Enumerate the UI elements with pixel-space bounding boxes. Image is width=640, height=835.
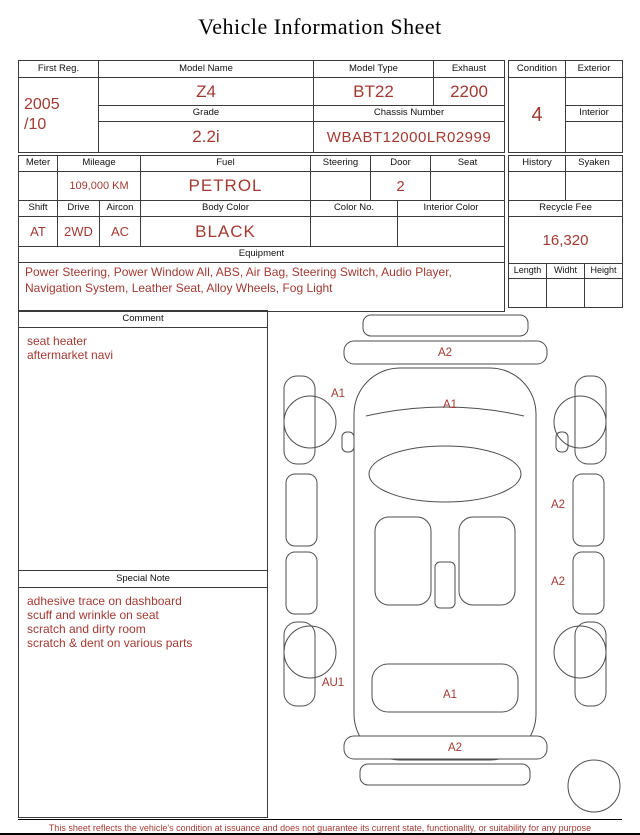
special-note-content [19,588,267,817]
registration-table [18,60,505,153]
car-top-view [272,312,638,817]
aircon-value: AC [100,217,141,247]
width-label: Widht [547,264,585,279]
steering-label: Steering [311,156,371,172]
history-block [508,155,623,308]
history-label: History [509,156,566,172]
fuel-label: Fuel [141,156,311,172]
seat-value-cell [431,172,505,201]
exterior-value-cell [566,78,623,106]
left-rear-fender-shape [284,622,315,706]
spare-tire-shape [568,760,620,812]
width-value-cell [547,279,585,308]
right-rear-fender-shape [575,622,606,706]
left-seat-shape [375,517,431,605]
special-note-header: Special Note [19,570,267,588]
chassis-number-value: WBABT12000LR02999 [314,122,505,153]
body-color-value: BLACK [141,217,311,247]
equipment-value: Power Steering, Power Window All, ABS, Air Bag, Steering Switch, Audio Player, Navigation System, Leather Seat, Alloy Wheels, Fog Light [19,263,505,312]
fuel-value: PETROL [141,172,311,201]
special-note-line: scuff and wrinkle on seat [27,608,159,623]
model-name-label: Model Name [99,61,314,78]
color-no-value-cell [311,217,398,247]
exhaust-label: Exhaust [434,61,505,78]
drive-label: Drive [58,201,100,217]
first-reg-value [19,78,99,153]
length-label: Length [509,264,547,279]
exterior-label: Exterior [566,61,623,78]
equipment-label: Equipment [19,247,505,263]
door-value: 2 [371,172,431,201]
special-note-line: scratch and dirty room [27,622,146,637]
comment-header: Comment [19,311,267,328]
damage-label: A2 [550,499,566,511]
special-note-line: scratch & dent on various parts [27,636,193,651]
right-front-door-shape [573,474,604,546]
recycle-fee-table [508,200,623,264]
left-rear-door-shape [286,552,317,614]
comment-content [19,328,267,570]
color-no-label: Color No. [311,201,398,217]
first-reg-label: First Reg. [19,61,99,78]
damage-label: A1 [442,399,458,411]
grade-value: 2.2i [99,122,314,153]
damage-label: A1 [330,388,346,400]
shift-value: AT [19,217,58,247]
syaken-value-cell [566,172,623,201]
model-name-value: Z4 [99,78,314,106]
damage-label: A1 [442,689,458,701]
condition-label: Condition [509,61,566,78]
interior-label: Interior [566,106,623,122]
interior-color-label: Interior Color [398,201,505,217]
height-value-cell [585,279,623,308]
damage-label: AU1 [321,677,345,689]
meter-label: Meter [19,156,58,172]
left-front-door-shape [286,474,317,546]
details-row1-table [18,155,505,201]
steering-value-cell [311,172,371,201]
grade-label: Grade [99,106,314,122]
front-roof-strip-shape [363,315,528,336]
comment-line: seat heater [27,334,88,348]
rear-trim-strip-shape [360,764,530,785]
windshield-shape [369,446,521,502]
rear-bumper-shape [344,736,547,759]
left-mirror-shape [342,432,354,452]
chassis-number-label: Chassis Number [314,106,505,122]
shift-label: Shift [19,201,58,217]
condition-table [508,60,623,153]
history-value-cell [509,172,566,201]
recycle-fee-label: Recycle Fee [509,201,623,217]
comment-box [18,310,268,818]
condition-value: 4 [509,78,566,153]
disclaimer-text: This sheet reflects the vehicle's condition at issuance and does not guarantee its current state, functionality, or suitability for any purpose [18,819,622,833]
recycle-fee-value: 16,320 [509,217,623,264]
first-reg-month: /10 [24,116,47,133]
dimensions-table [508,263,623,308]
damage-label: A2 [437,347,453,359]
details-block [18,155,505,312]
car-diagram [272,312,638,817]
body-color-label: Body Color [141,201,311,217]
model-type-value: BT22 [314,78,434,106]
right-front-fender-shape [575,376,606,464]
syaken-label: Syaken [566,156,623,172]
aircon-label: Aircon [100,201,141,217]
rear-bench-shape [372,664,518,712]
height-label: Height [585,264,623,279]
history-table [508,155,623,201]
details-row2-table [18,200,505,247]
interior-color-value-cell [398,217,505,247]
mileage-label: Mileage [58,156,141,172]
model-type-label: Model Type [314,61,434,78]
interior-value-cell [566,122,623,153]
right-rear-door-shape [573,552,604,614]
right-seat-shape [459,517,515,605]
drive-value: 2WD [58,217,100,247]
first-reg-year: 2005 [24,96,60,113]
comment-line: aftermarket navi [27,348,114,363]
exhaust-value: 2200 [434,78,505,106]
special-note-line: adhesive trace on dashboard [27,594,182,608]
left-front-fender-shape [284,376,315,464]
console-shape [435,562,455,608]
mileage-value: 109,000 KM [58,172,141,201]
damage-label: A2 [550,576,566,588]
seat-label: Seat [431,156,505,172]
door-label: Door [371,156,431,172]
page-title: Vehicle Information Sheet [198,14,442,39]
meter-value-cell [19,172,58,201]
length-value-cell [509,279,547,308]
damage-label: A2 [447,742,463,754]
equipment-table [18,246,505,312]
